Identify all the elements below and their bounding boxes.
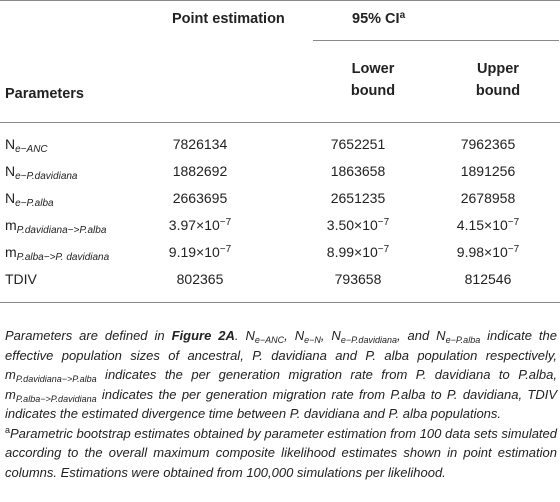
header-ci-label: 95% CI — [352, 11, 400, 27]
lower-value: $3.50\times 10^{-7}$ — [326, 217, 390, 233]
header-parameters-label: Parameters — [5, 86, 84, 102]
param-name: $N_{e-ANC}$ — [5, 136, 48, 155]
header-ci-marker: a — [399, 10, 406, 21]
point-value: 1882692 — [172, 163, 228, 179]
header-rule — [0, 122, 560, 123]
param-name: $m_{P.alba->P. davidiana}$ — [5, 244, 110, 263]
point-value: 802365 — [176, 271, 224, 287]
header-point-estimation — [172, 11, 285, 27]
param-name: $N_{e-P.alba}$ — [5, 190, 54, 209]
point-value: $3.97\times 10^{-7}$ — [168, 217, 232, 233]
point-value: 2663695 — [172, 190, 228, 206]
param-name: TDIV — [5, 271, 37, 287]
header-point-estimation-label: Point estimation — [172, 11, 285, 27]
header-upper-line2: bound — [475, 83, 521, 99]
top-rule — [0, 0, 560, 1]
point-value: $9.19\times 10^{-7}$ — [168, 244, 232, 260]
header-upper-line1: Upper — [477, 61, 519, 77]
ci-span-rule — [313, 40, 559, 41]
param-name: $m_{P.davidiana->P.alba}$ — [5, 217, 107, 236]
footnote-marker: a — [5, 424, 11, 435]
upper-value: 1891256 — [460, 163, 516, 179]
lower-value: 2651235 — [330, 190, 386, 206]
footnote-definitions: Parameters are defined in Figure 2A. $N_{e-ANC}$, $N_{e-N}$, $N_{e-P.davidiana}$, and $N_{e-P.alba}$ indicate the effective population sizes of ancestral, P. davidiana and P. alba population respectively, $m_{P.davidiana->P.alba}$ indicates the per generation migration rate from P. davidiana to P.alba, $m_{P.alba->P.davidiana}$ indicates the per generation migration rate from P.alba to P. davidiana, TDIV indicates the estimated divergence time between P. davidiana and P. alba populations. — [5, 328, 557, 421]
table-row — [0, 158, 560, 185]
table-row — [0, 185, 560, 212]
point-value: 7826134 — [172, 136, 228, 152]
table-row — [0, 239, 560, 266]
table-row — [0, 266, 560, 293]
header-parameters — [5, 86, 84, 102]
lower-value: 1863658 — [330, 163, 386, 179]
header-lower-line1: Lower — [351, 61, 395, 77]
header-lower-line2: bound — [350, 83, 396, 99]
table-footnotes — [5, 326, 557, 482]
bottom-rule — [0, 302, 560, 303]
table-row — [0, 131, 560, 158]
param-name: $N_{e-P.davidiana}$ — [5, 163, 78, 182]
header-upper-bound — [448, 58, 548, 102]
figure-reference: Figure 2A — [171, 328, 235, 343]
upper-value: 7962365 — [460, 136, 516, 152]
upper-value: 2678958 — [460, 190, 516, 206]
upper-value: $9.98\times 10^{-7}$ — [456, 244, 520, 260]
lower-value: 7652251 — [330, 136, 386, 152]
header-ci — [352, 11, 405, 27]
upper-value: $4.15\times 10^{-7}$ — [456, 217, 520, 233]
table-row — [0, 212, 560, 239]
header-lower-bound — [323, 58, 423, 102]
lower-value: $8.99\times 10^{-7}$ — [326, 244, 390, 260]
lower-value: 793658 — [334, 271, 382, 287]
footnote-bootstrap: $^a$Parametric bootstrap estimates obtained by parameter estimation from 100 data sets simulated according to the overall maximum composite likelihood estimates shown in point estimation columns. Estimations were obtained from 100,000 simulations per likelihood. — [5, 424, 558, 480]
upper-value: 812546 — [464, 271, 512, 287]
